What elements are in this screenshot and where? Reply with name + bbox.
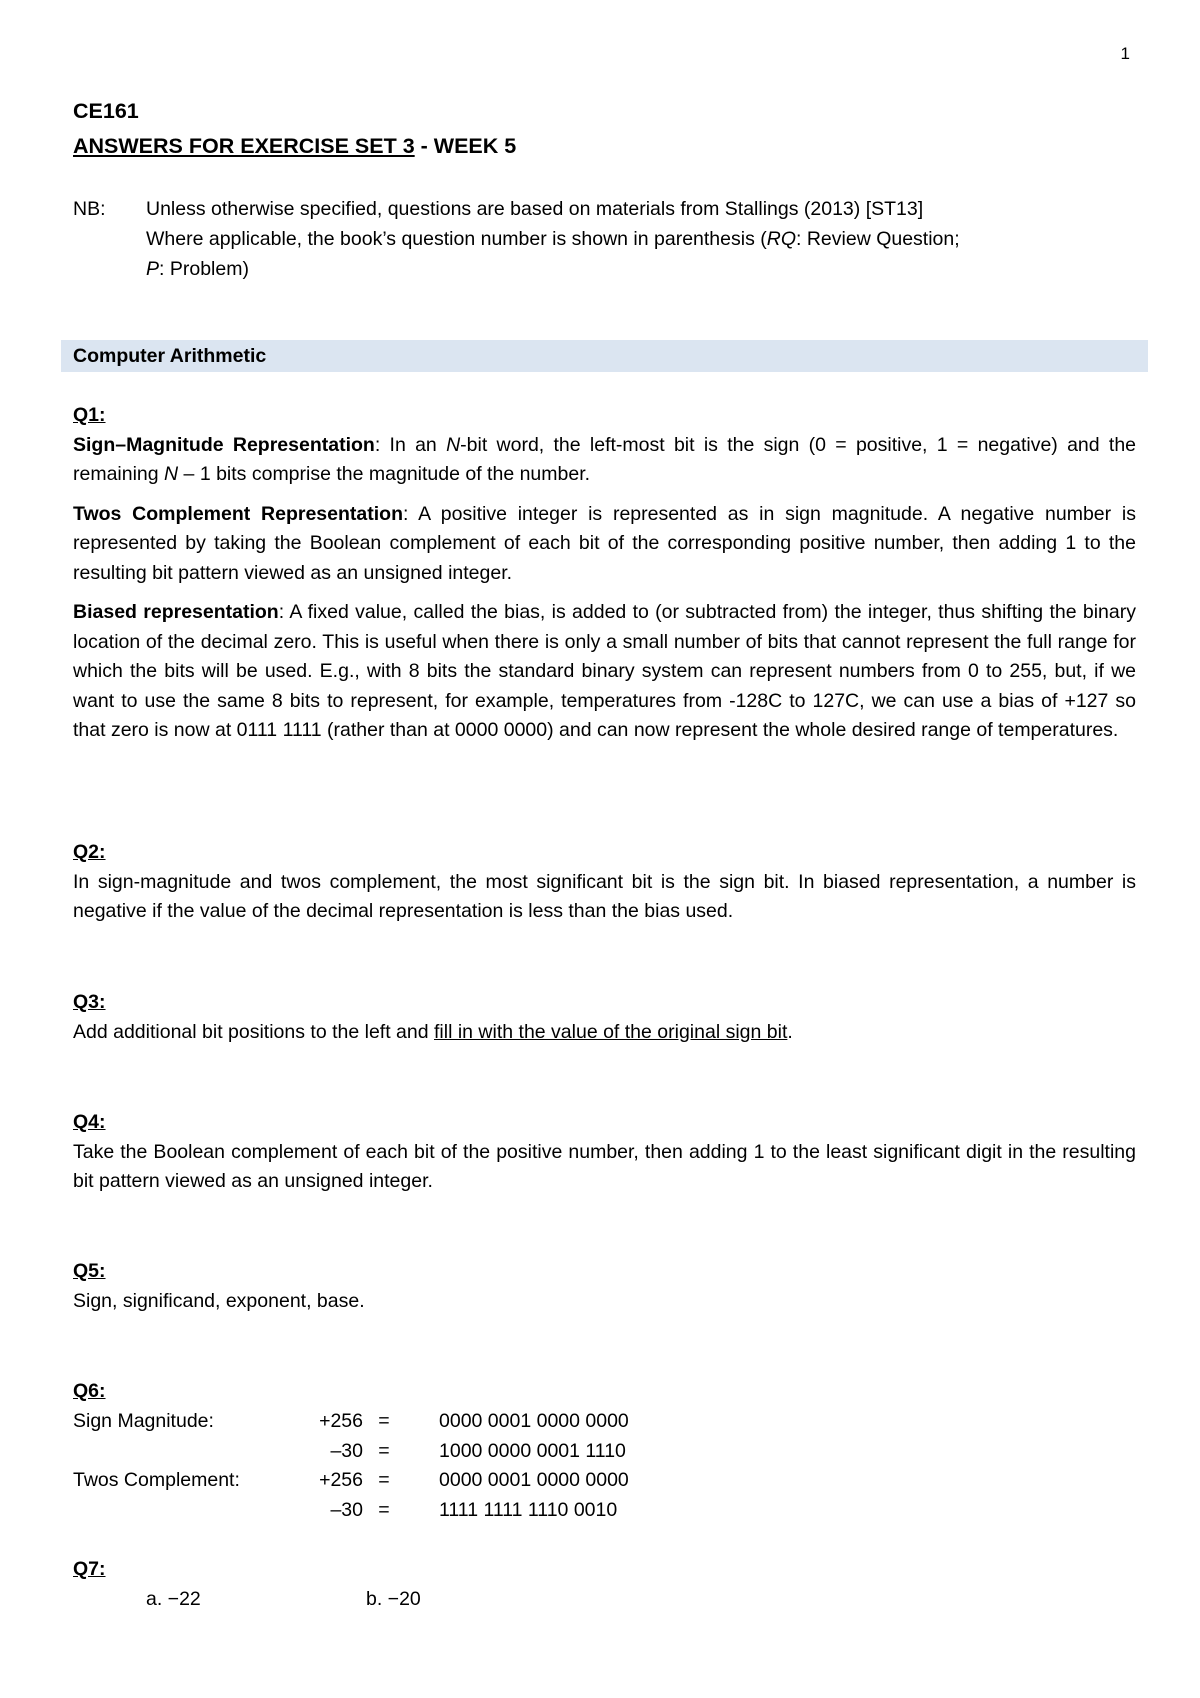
- answer-text: Add additional bit positions to the left and fill in with the value of the original sign bit.: [73, 1020, 793, 1043]
- nb-label: NB:: [73, 198, 106, 220]
- section-title: Computer Arithmetic: [73, 345, 267, 367]
- page-number: 1: [1120, 44, 1130, 63]
- title-underlined: ANSWERS FOR EXERCISE SET 3: [73, 134, 415, 158]
- question-heading: Q5:: [73, 1260, 106, 1282]
- table-row: –30 = 1000 0000 0001 1110: [330, 1439, 626, 1462]
- answer-paragraph-biased: Biased representation: A fixed value, called the bias, is added to (or subtracted from) the integer, thus shifting the binary location of the decimal zero. This is useful when there is only a small number of bits that cannot represent the full range for which the bits will be used. E.g., with 8 bits the standard binary system can represent numbers from 0 to 255, but, if we want to use the same 8 bits to represent, for example, temperatures from -128C to 127C, we can use a bias of +127 so that zero is now at 0111 1111 (rather than at 0000 0000) and can now represent the whole desired range of temperatures.: [73, 601, 1136, 741]
- q7-answer-a: a. −22: [146, 1588, 201, 1610]
- q7-answer-b: b. −20: [366, 1588, 421, 1610]
- section-header: [61, 340, 1148, 372]
- question-2: [73, 838, 1136, 937]
- document-title: [73, 129, 516, 163]
- answer-paragraph-twos-complement: Twos Complement Representation: A positive integer is represented as in sign magnitude. A negative number is represented by taking the Boolean complement of each bit of the corresponding positive number, then adding 1 to the resulting bit pattern viewed as an unsigned integer.: [73, 502, 1137, 584]
- question-heading: Q4:: [73, 1111, 106, 1133]
- title-week: - WEEK 5: [414, 134, 517, 158]
- answer-paragraph-sign-magnitude: Sign–Magnitude Representation: In an N-bit word, the left-most bit is the sign (0 = positive, 1 = negative) and the remaining N – 1 bits comprise the magnitude of the number.: [73, 433, 1137, 485]
- question-heading: Q2:: [73, 841, 106, 863]
- nb-text: [146, 194, 1146, 284]
- question-heading: Q7:: [73, 1558, 106, 1580]
- question-4: [73, 1108, 1136, 1207]
- question-5: [73, 1257, 1136, 1326]
- q6-table: [73, 1407, 773, 1525]
- table-row: –30 = 1111 1111 1110 0010: [330, 1498, 618, 1521]
- nb-line-1: Unless otherwise specified, questions are based on materials from Stallings (2013) [ST13]: [146, 198, 924, 220]
- course-code: CE161: [73, 99, 139, 123]
- question-3: [73, 988, 1136, 1057]
- question-6: [73, 1377, 1136, 1407]
- answer-text: In sign-magnitude and twos complement, the most significant bit is the sign bit. In biased representation, a number is negative if the value of the decimal representation is less than the bias used.: [73, 870, 1136, 922]
- table-row: Sign Magnitude: +256 = 0000 0001 0000 0000: [73, 1410, 629, 1432]
- nb-line-2: Where applicable, the book’s question number is shown in parenthesis (RQ: Review Question;: [146, 228, 960, 250]
- question-heading: Q6:: [73, 1380, 106, 1402]
- question-heading: Q3:: [73, 991, 106, 1013]
- answer-text: Sign, significand, exponent, base.: [73, 1289, 365, 1312]
- question-1: [73, 401, 1136, 756]
- nb-line-3: P: Problem): [146, 258, 249, 280]
- question-heading: Q1:: [73, 404, 106, 426]
- answer-text: Take the Boolean complement of each bit of the positive number, then adding 1 to the least significant digit in the resulting bit pattern viewed as an unsigned integer.: [73, 1140, 1136, 1192]
- question-7: [73, 1555, 421, 1610]
- table-row: Twos Complement: +256 = 0000 0001 0000 0000: [73, 1469, 629, 1491]
